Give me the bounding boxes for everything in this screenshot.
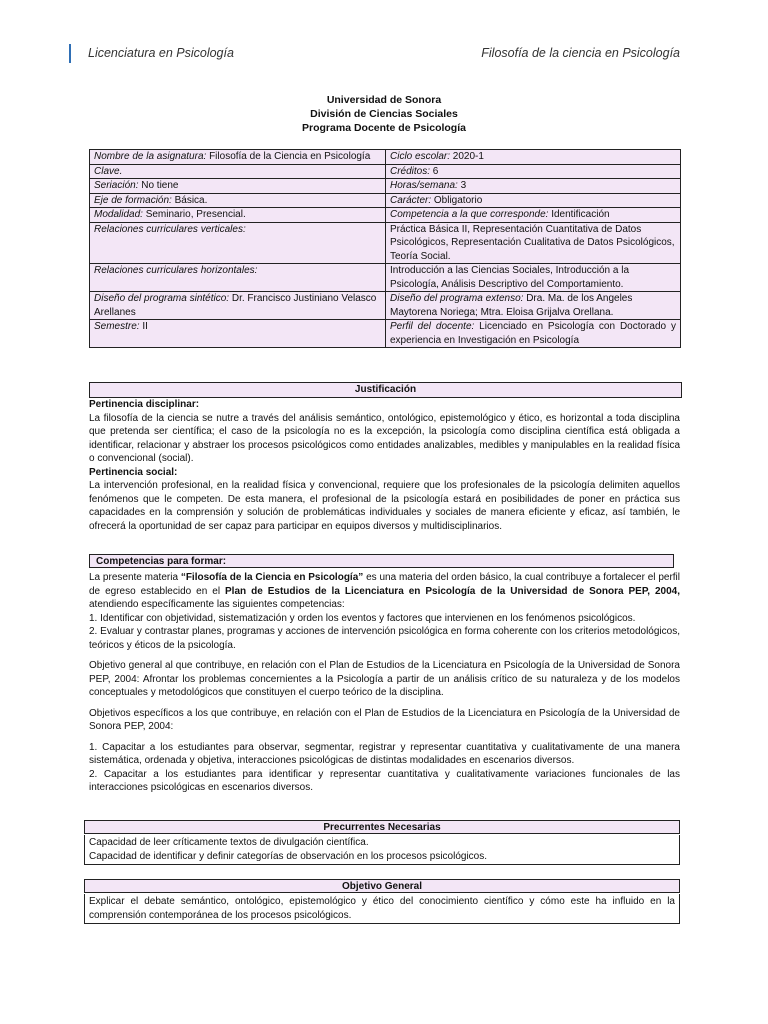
objetivos-especificos-intro: Objetivos específicos a los que contribuye, en relación con el Plan de Estudios de la Licenciatura en Psicología de la Universidad de Sonora PEP, 2004: (89, 707, 680, 732)
modalidad-label: Modalidad: (94, 209, 143, 220)
disc-heading: Pertinencia disciplinar: (89, 399, 200, 410)
caracter-cell (386, 193, 681, 208)
horas-cell (386, 179, 681, 194)
competencias-intro (89, 571, 680, 612)
ciclo-label: Ciclo escolar: (390, 151, 451, 162)
modalidad-value: Seminario, Presencial. (142, 209, 246, 220)
header-right-text: Filosofía de la ciencia en Psicología (481, 46, 680, 60)
university-title: Universidad de Sonora (326, 94, 442, 106)
intro-part-2: es una materia del orden básico, la cual contribuye a fortalecer el perfil de egreso establecido en el (89, 572, 681, 597)
seriacion-cell (90, 179, 386, 194)
table-row (90, 320, 681, 348)
objetivo-general-title: Objetivo General (84, 879, 680, 893)
rel-hor-cell (90, 264, 386, 292)
asignatura-value: Filosofía de la Ciencia en Psicología (206, 151, 371, 162)
asignatura-label: Nombre de la asignatura: (94, 151, 207, 162)
table-row (90, 150, 681, 165)
precurrente-line-1: Capacidad de leer críticamente textos de divulgación científica. (89, 837, 369, 848)
intro-part-3: atendiendo específicamente las siguientes competencias: (89, 599, 345, 610)
soc-text: La intervención profesional, en la realidad física y convencional, requiere que los profesionales de la psicología delimiten aquellos fenómenos que le competen. De esta manera, el profesional de la psicología estará en posibilidades de poner en práctica sus capacidades en la comprensión y solución de problemáticas individuales y sociales de manera eficiente y eficaz, así también, le ofrecerá la oportunidad de ser capaz para participar en equipos diversos y multidisciplinarios. (89, 480, 680, 532)
soc-heading: Pertinencia social: (89, 466, 178, 478)
precurrentes-box (84, 835, 680, 865)
clave-label: Clave. (94, 165, 123, 177)
disc-text: La filosofía de la ciencia se nutre a través del análisis semántico, ontológico, epistemológico y ético, es horizontal a toda disciplina que pretenda ser científica; el caso de la psicología no es la excepción, la psicología como disciplina científica está obligada a identificar, relacionar y abstraer los procesos psicológicos como entidades analizables, medibles y manipulables en la realidad física o convencional (social). (89, 412, 680, 464)
perfil-cell (386, 320, 681, 348)
disenio-sint-label: Diseño del programa sintético: (94, 293, 230, 304)
competencias-section (89, 571, 680, 795)
disenio-ext-label: Diseño del programa extenso: (390, 293, 524, 304)
competencias-title: Competencias para formar: (89, 554, 674, 568)
objetivo-general-text: Explicar el debate semántico, ontológico, epistemológico y ético del conocimiento científico y cómo este ha influido en la comprensión contemporánea de los procesos psicológicos. (89, 896, 675, 921)
competencia-label: Competencia a la que corresponde: (390, 209, 549, 220)
rel-vert-label: Relaciones curriculares verticales: (94, 223, 246, 235)
division-title: División de Ciencias Sociales (310, 108, 458, 120)
objetivo-general-contribucion: Objetivo general al que contribuye, en relación con el Plan de Estudios de la Licenciatura en Psicología de la Universidad de Sonora PEP, 2004: Afrontar los problemas concernientes a la Psicología a partir de un análisis crítico de su naturaleza y de los modelos conceptuales y metodológicos que constituyen el cuerpo teórico de la disciplina. (89, 660, 680, 698)
header-left-text: Licenciatura en Psicología (88, 46, 234, 60)
disenio-ext-cell (386, 292, 681, 320)
semestre-label: Semestre: (94, 321, 140, 332)
ciclo-cell (386, 150, 681, 165)
rel-vert-cell (90, 222, 386, 264)
rel-vert-value-cell (386, 222, 681, 264)
ciclo-value: 2020-1 (450, 151, 484, 162)
clave-cell (90, 164, 386, 179)
seriacion-value: No tiene (138, 180, 179, 191)
rel-vert-value: Práctica Básica II, Representación Cuantitativa de Datos Psicológicos, Representación Cualitativa de Datos Psicológicos, Teoría Social. (390, 223, 675, 262)
precurrente-line-2: Capacidad de identificar y definir categorías de observación en los procesos psicológicos. (89, 850, 488, 862)
modalidad-cell (90, 208, 386, 223)
table-row (90, 179, 681, 194)
eje-value: Básica. (171, 194, 208, 206)
rel-hor-value-cell (386, 264, 681, 292)
page-header (72, 44, 680, 64)
rel-hor-label: Relaciones curriculares horizontales: (94, 265, 258, 276)
table-row (90, 193, 681, 208)
table-row (90, 222, 681, 264)
caracter-label: Carácter: (390, 194, 432, 206)
document-titles (0, 93, 768, 135)
competencia-cell (386, 208, 681, 223)
table-row (90, 264, 681, 292)
eje-cell (90, 193, 386, 208)
table-row (90, 208, 681, 223)
program-title: Programa Docente de Psicología (302, 122, 466, 134)
disenio-sint-cell (90, 292, 386, 320)
justificacion-section (89, 398, 680, 533)
seriacion-label: Seriación: (94, 180, 139, 191)
horas-label: Horas/semana: (390, 180, 458, 191)
intro-part-1: La presente materia (89, 572, 181, 583)
horas-value: 3 (457, 180, 467, 191)
justificacion-title: Justificación (89, 382, 682, 398)
intro-bold-2: Plan de Estudios de la Licenciatura en Psicología de la Universidad de Sonora PEP, 2004, (225, 585, 680, 597)
asignatura-cell (90, 150, 386, 165)
competencia-item-2: 2. Evaluar y contrastar planes, programas y acciones de intervención psicológica en forma coherente con los criterios metodológicos, teóricos y éticos de la psicología. (89, 626, 680, 651)
perfil-label: Perfil del docente: (390, 321, 475, 332)
table-row (90, 164, 681, 179)
especifico-item-2: 2. Capacitar a los estudiantes para identificar y representar cuantitativa y cualitativamente variaciones funcionales de las interacciones psicológicas en escenarios diversos. (89, 768, 680, 793)
caracter-value: Obligatorio (431, 194, 483, 206)
disenio-sint-value: Dr. Francisco Justiniano Velasco Arellanes (94, 293, 377, 318)
disenio-ext-value: Dra. Ma. de los Angeles Maytorena Noriega; Mtra. Eloisa Grijalva Orellana. (390, 293, 633, 318)
precurrentes-title: Precurrentes Necesarias (84, 820, 680, 834)
semestre-cell (90, 320, 386, 348)
course-info-table (89, 149, 681, 348)
rel-hor-value: Introducción a las Ciencias Sociales, Introducción a la Psicología, Análisis Descriptivo del Comportamiento. (390, 265, 630, 290)
creditos-cell (386, 164, 681, 179)
especifico-item-1: 1. Capacitar a los estudiantes para observar, segmentar, registrar y representar cuantitativa y cualitativamente de una manera sistemática, ordenada y objetiva, interacciones psicológicas de distintas modalidades en escenarios diversos. (89, 741, 680, 766)
eje-label: Eje de formación: (94, 194, 172, 206)
creditos-value: 6 (430, 165, 439, 177)
competencia-item-1: 1. Identificar con objetividad, sistematización y orden los eventos y factores que intervienen en los fenómenos psicológicos. (89, 612, 636, 624)
table-row (90, 292, 681, 320)
objetivo-general-box (84, 894, 680, 924)
creditos-label: Créditos: (390, 165, 431, 177)
competencia-value: Identificación (548, 209, 610, 220)
intro-bold-1: “Filosofía de la Ciencia en Psicología” (180, 572, 364, 583)
perfil-value: Licenciado en Psicología con Doctorado y experiencia en Investigación en Psicología (390, 321, 676, 346)
semestre-value: II (139, 321, 148, 332)
header-accent-bar (69, 44, 71, 63)
